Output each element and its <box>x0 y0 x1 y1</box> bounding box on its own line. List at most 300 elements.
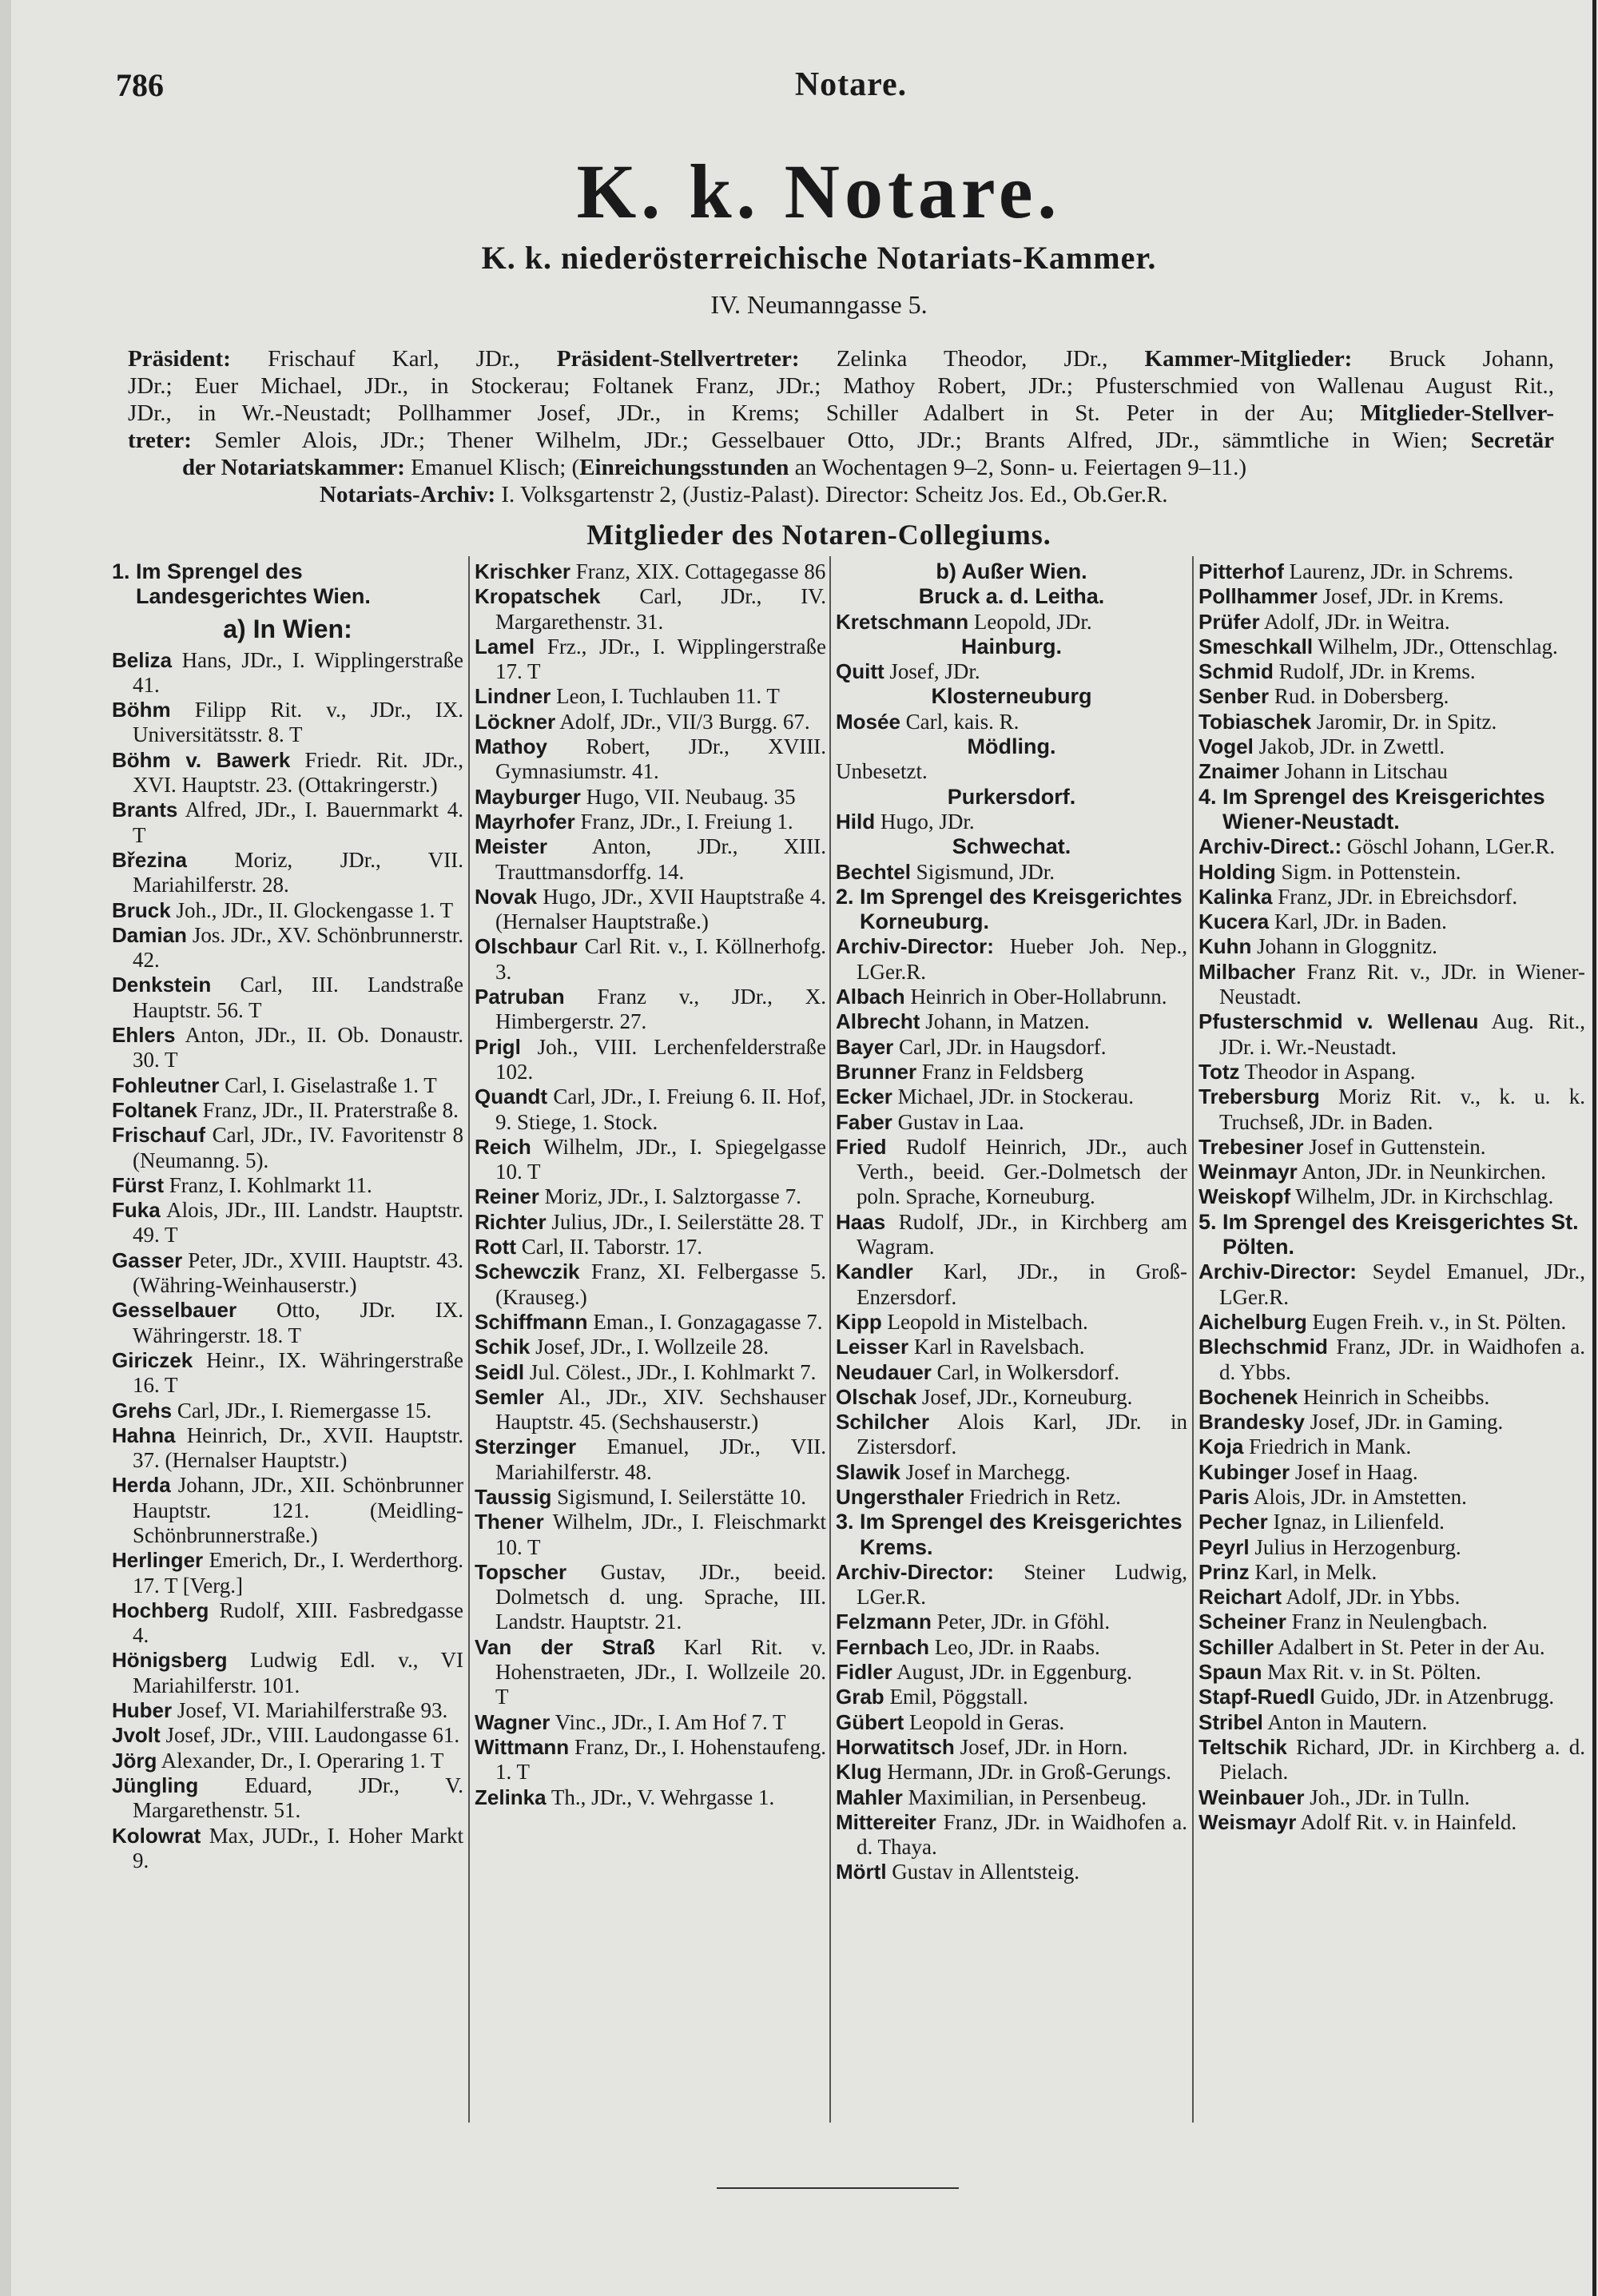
notary-details: Franz, Dr., I. Hohenstaufeng. 1. T <box>495 1734 826 1785</box>
officer-text: Emanuel Klisch; ( <box>411 455 580 480</box>
page-number: 786 <box>116 67 164 103</box>
notary-name: Jvolt <box>112 1723 161 1748</box>
notary-entry <box>112 1723 463 1748</box>
notary-entry <box>112 648 463 698</box>
officer-text: Semler Alois, JDr.; Thener Wilhelm, JDr.; Gesselbauer Otto, JDr.; Brants Alfred, JDr., sämmtliche in Wien; <box>214 428 1471 453</box>
notary-details: Alois, JDr. in Amstetten. <box>1253 1484 1467 1509</box>
running-head: Notare. <box>794 66 908 103</box>
notary-name: Kandler <box>836 1259 913 1284</box>
notary-details: Franz v., JDr., X. Himbergerstr. 27. <box>495 985 827 1034</box>
notary-entry <box>1198 1084 1585 1135</box>
notary-details: Franz in Feldsberg <box>921 1059 1083 1084</box>
notary-name: Slawik <box>836 1459 900 1484</box>
notary-name: Tobiaschek <box>1198 709 1312 734</box>
notary-details: Carl, JDr., I. Riemergasse 15. <box>177 1398 432 1423</box>
officer-role-label: Einreichungsstunden <box>579 455 789 480</box>
notary-details: Al., JDr., XIV. Sechshauser Hauptstr. 45. (Sechshauserstr.) <box>495 1384 826 1435</box>
notary-details: Josef in Guttenstein. <box>1309 1134 1486 1159</box>
notary-entry <box>112 698 463 748</box>
notary-name: Kubinger <box>1198 1459 1290 1484</box>
notary-entry <box>112 1423 463 1474</box>
notary-entry <box>836 1210 1187 1260</box>
notary-entry <box>1198 734 1585 759</box>
notary-details: Michael, JDr. in Stockerau. <box>897 1084 1135 1109</box>
notary-details: Gustav, JDr., beeid. Dolmetsch d. ung. Sprache, III. Landstr. Hauptstr. 21. <box>495 1559 826 1634</box>
notary-name: Březina <box>112 847 187 872</box>
district-heading: 2. Im Sprengel des Kreisgerichtes Korneuburg. <box>836 884 1183 934</box>
officer-text: I. Volksgartenstr 2, (Justiz-Palast). Director: Scheitz Jos. Ed., Ob.Ger.R. <box>501 482 1168 507</box>
notary-entry <box>836 1760 1187 1785</box>
notary-details: Joh., VIII. Lerchenfelderstraße 102. <box>495 1034 826 1084</box>
notary-details: Joh., JDr., II. Glockengasse 1. T <box>176 897 454 922</box>
notary-details: Filipp Rit. v., JDr., IX. Universitätsstr. 8. T <box>133 698 463 747</box>
notary-name: Quitt <box>836 659 884 684</box>
notary-details: Johann, in Matzen. <box>925 1009 1090 1034</box>
notary-details: Sigismund, I. Seilerstätte 10. <box>557 1484 807 1509</box>
officer-text: JDr., in Wr.-Neustadt; Pollhammer Josef, JDr., in Krems; Schiller Adalbert in St. Peter in der Au; <box>128 400 1361 426</box>
notary-entry <box>475 1235 826 1259</box>
notary-details: Joh., JDr. in Tulln. <box>1310 1785 1470 1809</box>
notary-entry <box>1198 1460 1585 1485</box>
officers-line <box>128 345 1554 372</box>
notary-name: Aichelburg <box>1198 1309 1307 1334</box>
notary-name: Wagner <box>475 1709 551 1734</box>
notary-details: Franz, XI. Felbergasse 5. (Krauseg.) <box>495 1259 827 1309</box>
notary-entry <box>836 659 1187 684</box>
notary-entry <box>1198 934 1585 959</box>
notary-entry <box>112 1198 463 1248</box>
notary-details: Gustav in Laa. <box>897 1109 1024 1134</box>
notary-details: Max, JUDr., I. Hoher Markt 9. <box>133 1823 463 1872</box>
section-heading: a) In Wien: <box>223 614 352 643</box>
notary-entry <box>112 1698 463 1723</box>
notary-name: Richter <box>475 1209 547 1234</box>
notary-entry <box>1198 1135 1585 1160</box>
notary-name: Schewczik <box>475 1259 580 1284</box>
notary-name: Prüfer <box>1198 609 1260 634</box>
notary-name: Fried <box>836 1134 887 1159</box>
notary-entry <box>475 684 826 709</box>
notary-entry <box>1198 635 1585 659</box>
officers-line <box>320 481 1168 508</box>
notary-entry <box>1198 909 1585 934</box>
notary-name: Ungersthaler <box>836 1484 964 1509</box>
notary-details: Rudolf, JDr. in Krems. <box>1278 659 1476 684</box>
officer-role-label: Präsident: <box>128 346 268 372</box>
notary-entry <box>475 1335 826 1359</box>
vacancy-note: Unbesetzt. <box>836 759 928 784</box>
notary-name: Paris <box>1198 1484 1250 1509</box>
notary-entry <box>475 1435 826 1485</box>
notary-entry <box>475 635 826 685</box>
notary-entry <box>836 1009 1187 1034</box>
notary-name: Sterzinger <box>475 1435 577 1459</box>
notary-details: Franz Rit. v., JDr. in Wiener-Neustadt. <box>1219 959 1585 1009</box>
notary-entry <box>1198 1785 1585 1810</box>
notary-entry <box>112 1473 463 1548</box>
notary-entry <box>1198 610 1585 635</box>
notary-details: Sigm. in Pottenstein. <box>1281 859 1461 884</box>
notary-name: Schilcher <box>836 1410 930 1435</box>
notary-name: Lamel <box>475 634 535 659</box>
notary-details: Emanuel, JDr., VII. Mariahilferstr. 48. <box>495 1435 827 1484</box>
notary-details: Rud. in Dobersberg. <box>1274 684 1449 709</box>
notary-name: Stribel <box>1198 1709 1263 1734</box>
notary-entry <box>1198 710 1585 734</box>
notary-name: Fohleutner <box>112 1072 220 1097</box>
notary-entry <box>1198 1810 1585 1835</box>
notary-details: Carl, in Wolkersdorf. <box>936 1359 1119 1384</box>
place-heading: Purkersdorf. <box>947 784 1076 809</box>
notary-name: Olschak <box>836 1384 917 1409</box>
notary-entry <box>475 810 826 834</box>
notary-name: Haas <box>836 1209 886 1234</box>
notary-details: Leopold, JDr. <box>973 609 1092 634</box>
column-divider <box>468 556 470 2123</box>
notary-name: Seidl <box>475 1359 525 1384</box>
notary-name: Schiffmann <box>475 1309 588 1334</box>
notary-name: Mittereiter <box>836 1809 936 1834</box>
notary-name: Giriczek <box>112 1347 193 1372</box>
notary-name: Beliza <box>112 647 173 672</box>
notary-entry <box>475 1785 826 1810</box>
notary-details: Hans, JDr., I. Wipplingerstraße 41. <box>133 647 463 697</box>
notary-entry <box>1198 684 1585 709</box>
notary-details: Eman., I. Gonzagagasse 7. <box>593 1309 823 1334</box>
notary-details: Hueber Joh. Nep., LGer.R. <box>857 934 1187 984</box>
notary-name: Smeschkall <box>1198 634 1314 659</box>
notary-details: Anton in Mautern. <box>1267 1709 1428 1734</box>
notary-entry <box>836 985 1187 1009</box>
notary-name: Böhm v. Bawerk <box>112 747 291 772</box>
notary-details: Karl, JDr. in Baden. <box>1274 909 1447 934</box>
notary-entry <box>836 1735 1187 1760</box>
notary-details: Moriz, JDr., VII. Mariahilferstr. 28. <box>133 847 463 897</box>
notary-details: Franz, XIX. Cottagegasse 86 <box>575 559 826 583</box>
notary-name: Milbacher <box>1198 959 1296 984</box>
notary-entry <box>475 1560 826 1635</box>
notary-entry <box>1198 559 1585 584</box>
notary-name: Pollhammer <box>1198 584 1318 609</box>
notary-details: Julius, JDr., I. Seilerstätte 28. T <box>551 1209 824 1234</box>
notary-name: Frischauf <box>112 1123 206 1148</box>
notary-name: Bechtel <box>836 859 911 884</box>
place-heading: Hainburg. <box>961 634 1062 659</box>
notary-entry <box>836 1310 1187 1335</box>
notary-name: Brunner <box>836 1059 917 1084</box>
notary-details: Johann in Gloggnitz. <box>1257 934 1437 959</box>
notary-entry <box>1198 584 1585 609</box>
officer-role-label: Notariats-Archiv: <box>320 482 502 507</box>
notary-entry <box>475 1035 826 1085</box>
notary-details: Franz in Neulengbach. <box>1291 1610 1488 1634</box>
notary-details: Maximilian, in Persenbeug. <box>908 1785 1147 1809</box>
notary-name: Kolowrat <box>112 1823 201 1848</box>
notary-name: Trebesiner <box>1198 1134 1304 1159</box>
notary-name: Kalinka <box>1198 884 1273 909</box>
notary-entry <box>475 1485 826 1510</box>
district-heading: 4. Im Sprengel des Kreisgerichtes Wiener-Neustadt. <box>1198 784 1545 834</box>
notary-details: Friedr. Rit. JDr., XVI. Hauptstr. 23. (Ottakringerstr.) <box>133 747 464 798</box>
notary-entry <box>836 1135 1187 1210</box>
notary-entry <box>475 985 826 1035</box>
notary-details: Robert, JDr., XVIII. Gymnasiumstr. 41. <box>495 734 826 784</box>
notary-name: Albach <box>836 985 905 1009</box>
notary-entry <box>836 1360 1187 1385</box>
notary-name: Gesselbauer <box>112 1298 237 1323</box>
notary-name: Vogel <box>1198 734 1254 759</box>
notary-details: Franz, JDr., I. Freiung 1. <box>580 809 793 834</box>
notary-name: Kucera <box>1198 909 1270 934</box>
notary-details: Wilhelm, JDr., Ottenschlag. <box>1318 634 1558 659</box>
notary-details: Göschl Johann, LGer.R. <box>1346 834 1556 859</box>
district-heading: 5. Im Sprengel des Kreisgerichtes St. Pölten. <box>1198 1209 1579 1259</box>
column-1 <box>112 559 463 1873</box>
notary-entry <box>836 1485 1187 1510</box>
notary-details: Josef, JDr. in Horn. <box>960 1734 1128 1759</box>
page-title: K. k. Notare. <box>576 149 1062 234</box>
notary-name: Hönigsberg <box>112 1648 228 1673</box>
notary-entry <box>1198 1660 1585 1685</box>
notary-entry <box>112 973 463 1023</box>
notary-name: Taussig <box>475 1484 552 1509</box>
notary-name: Foltanek <box>112 1097 197 1122</box>
notary-details: Hugo, JDr., XVII Hauptstraße 4. (Hernalser Hauptstraße.) <box>495 884 827 934</box>
notary-entry <box>836 1460 1187 1485</box>
officer-text: Zelinka Theodor, JDr., <box>836 346 1145 372</box>
notary-details: Friedrich in Retz. <box>969 1484 1121 1509</box>
column-4 <box>1198 559 1585 1835</box>
notary-entry <box>836 1259 1187 1310</box>
notary-details: Theodor in Aspang. <box>1244 1059 1416 1084</box>
notary-details: Friedrich in Mank. <box>1249 1435 1412 1459</box>
notary-entry <box>475 834 826 885</box>
notary-name: Koja <box>1198 1435 1244 1459</box>
notary-details: Vinc., JDr., I. Am Hof 7. T <box>555 1709 786 1734</box>
notary-name: Spaun <box>1198 1660 1262 1685</box>
notary-name: Mosée <box>836 709 900 734</box>
place-heading: Mödling. <box>967 734 1056 759</box>
column-divider <box>829 556 831 2123</box>
collegium-heading: Mitglieder des Notaren-Collegiums. <box>586 519 1051 551</box>
notary-name: Archiv-Director: <box>836 934 994 959</box>
notary-details: Rudolf, JDr., in Kirchberg am Wagram. <box>857 1209 1188 1259</box>
notary-entry <box>836 1410 1187 1460</box>
notary-name: Archiv-Director: <box>836 1559 994 1584</box>
officers-line <box>128 400 1554 427</box>
notary-name: Brants <box>112 798 178 822</box>
notary-entry <box>475 1210 826 1235</box>
notary-entry <box>1198 1510 1585 1534</box>
notary-details: Leon, I. Tuchlauben 11. T <box>556 684 780 709</box>
notary-entry <box>1198 1685 1585 1709</box>
notary-details: Johann, JDr., XII. Schönbrunner Hauptstr. 121. (Meidling-Schönbrunnerstraße.) <box>133 1473 464 1547</box>
notary-entry <box>836 1084 1187 1109</box>
notary-entry <box>112 748 463 798</box>
chamber-address: IV. Neumanngasse 5. <box>710 290 928 319</box>
notary-name: Kropatschek <box>475 584 601 609</box>
notary-name: Jüngling <box>112 1773 199 1797</box>
notary-details: Carl, I. Giselastraße 1. T <box>225 1072 437 1097</box>
notary-details: Carl, JDr. in Haugsdorf. <box>899 1034 1107 1059</box>
officer-role-label: Secretär <box>1470 428 1554 453</box>
notary-entry <box>112 848 463 898</box>
notary-name: Kretschmann <box>836 609 969 634</box>
notary-name: Bruck <box>112 897 171 922</box>
notary-name: Albrecht <box>836 1009 920 1034</box>
notary-name: Reich <box>475 1134 531 1159</box>
notary-entry <box>475 1710 826 1735</box>
notary-details: Karl Rit. v. Hohenstraeten, JDr., I. Wollzeile 20. T <box>495 1634 827 1709</box>
notary-name: Grehs <box>112 1398 173 1423</box>
notary-name: Thener <box>475 1510 544 1534</box>
notary-details: Josef in Marchegg. <box>905 1459 1071 1484</box>
notary-name: Denkstein <box>112 973 212 997</box>
notary-details: Adolf Rit. v. in Hainfeld. <box>1300 1809 1517 1834</box>
notary-name: Hochberg <box>112 1598 209 1622</box>
notary-name: Ecker <box>836 1084 892 1109</box>
notary-details: Rudolf Heinrich, JDr., auch Verth., beeid. Ger.-Dolmetsch der poln. Sprache, Korneuburg. <box>857 1134 1188 1209</box>
notary-details: Leopold in Mistelbach. <box>887 1309 1088 1334</box>
notary-name: Rott <box>475 1235 516 1259</box>
notary-entry <box>1198 1060 1585 1084</box>
notary-details: Gustav in Allentsteig. <box>892 1860 1080 1884</box>
notary-details: Alois, JDr., III. Landstr. Hauptstr. 49. T <box>133 1198 463 1247</box>
notary-name: Scheiner <box>1198 1610 1286 1634</box>
notary-entry <box>836 934 1187 985</box>
notary-entry <box>1198 1710 1585 1735</box>
notary-entry <box>475 710 826 734</box>
notary-entry <box>836 1635 1187 1660</box>
notary-details: Guido, JDr. in Atzenbrugg. <box>1320 1685 1555 1709</box>
notary-details: Josef, JDr., VIII. Laudongasse 61. <box>165 1723 460 1748</box>
notary-entry <box>836 1860 1187 1884</box>
notary-details: Anton, JDr., XIII. Trauttmansdorffg. 14. <box>495 834 826 884</box>
notary-details: Th., JDr., V. Wehrgasse 1. <box>551 1785 775 1809</box>
notary-details: Heinr., IX. Währingerstraße 16. T <box>133 1347 464 1398</box>
notary-details: Josef, VI. Mariahilferstraße 93. <box>177 1698 448 1723</box>
notary-name: Böhm <box>112 698 171 722</box>
notary-details: Leo, JDr. in Raabs. <box>934 1634 1100 1659</box>
notary-entry <box>112 1399 463 1423</box>
notary-name: Krischker <box>475 559 570 583</box>
notary-entry <box>112 1123 463 1173</box>
notary-name: Reiner <box>475 1184 539 1209</box>
notary-entry <box>475 559 826 584</box>
officer-text: an Wochentagen 9–2, Sonn- u. Feiertagen 9–11.) <box>789 455 1247 480</box>
officer-role-label: Mitglieder-Stellver- <box>1360 400 1554 426</box>
notary-name: Mayrhofer <box>475 809 575 834</box>
notary-entry <box>1198 659 1585 684</box>
notary-details: Carl, III. Landstraße Hauptstr. 56. T <box>133 973 464 1022</box>
notary-entry <box>1198 1635 1585 1660</box>
notary-entry <box>836 1785 1187 1810</box>
notary-details: Jakob, JDr. in Zwettl. <box>1258 734 1445 759</box>
notary-name: Van der Straß <box>475 1634 655 1659</box>
notary-name: Jörg <box>112 1748 157 1773</box>
notary-name: Weismayr <box>1198 1809 1297 1834</box>
notary-name: Löckner <box>475 709 556 734</box>
notary-details: August, JDr. in Eggenburg. <box>896 1660 1133 1685</box>
notary-entry <box>1198 1310 1585 1335</box>
district-heading: 3. Im Sprengel des Kreisgerichtes Krems. <box>836 1510 1183 1559</box>
notary-entry <box>836 610 1187 635</box>
notary-details: Frz., JDr., I. Wipplingerstraße 17. T <box>495 634 826 684</box>
notary-details: Wilhelm, JDr., I. Spiegelgasse 10. T <box>495 1134 826 1184</box>
notary-details: Adalbert in St. Peter in der Au. <box>1278 1634 1545 1659</box>
notary-entry <box>475 734 826 785</box>
notary-name: Schiller <box>1198 1634 1274 1659</box>
notary-details: Ludwig Edl. v., VI Mariahilferstr. 101. <box>133 1648 463 1697</box>
notary-details: Ignaz, in Lilienfeld. <box>1273 1510 1445 1534</box>
notary-details: Seydel Emanuel, JDr., LGer.R. <box>1219 1259 1585 1309</box>
notary-name: Kuhn <box>1198 934 1252 959</box>
notary-details: Johann in Litschau <box>1284 759 1448 784</box>
notary-entry <box>1198 1385 1585 1410</box>
notary-name: Brandesky <box>1198 1410 1305 1435</box>
notary-details: Franz, JDr. in Ebreichsdorf. <box>1278 884 1518 909</box>
page-left-edge <box>0 0 11 2296</box>
notary-entry <box>836 1335 1187 1359</box>
notary-name: Pfusterschmid v. Wellenau <box>1198 1009 1479 1034</box>
notary-details: Alois Karl, JDr. in Zistersdorf. <box>857 1410 1187 1459</box>
notary-details: Carl, II. Taborstr. 17. <box>521 1235 703 1259</box>
notary-name: Faber <box>836 1109 892 1134</box>
notary-name: Bayer <box>836 1034 894 1059</box>
place-heading: Klosterneuburg <box>931 684 1092 709</box>
notary-entry <box>475 584 826 635</box>
notary-name: Schmid <box>1198 659 1274 684</box>
notary-name: Topscher <box>475 1559 567 1584</box>
notary-details: Hugo, VII. Neubaug. 35 <box>586 784 796 809</box>
notary-name: Meister <box>475 834 548 859</box>
district-heading: 1. Im Sprengel des Landesgerichtes Wien. <box>112 559 371 609</box>
officer-role-label: Präsident-Stellvertreter: <box>556 346 837 372</box>
notary-details: Peter, JDr. in Gföhl. <box>936 1610 1111 1634</box>
notary-entry <box>112 1248 463 1299</box>
place-heading: Schwechat. <box>952 834 1071 859</box>
officers-line <box>128 427 1554 454</box>
notary-name: Gasser <box>112 1247 183 1272</box>
officer-role-label: treter: <box>128 428 215 453</box>
notary-entry <box>475 1184 826 1209</box>
notary-entry <box>1198 1259 1585 1310</box>
notary-name: Olschbaur <box>475 934 578 959</box>
notary-entry <box>112 1098 463 1123</box>
notary-entry <box>836 1610 1187 1634</box>
notary-name: Weiskopf <box>1198 1184 1291 1209</box>
notary-details: Heinrich in Ober-Hollabrunn. <box>910 985 1167 1009</box>
chamber-title: K. k. niederösterreichische Notariats-Kammer. <box>481 240 1157 276</box>
notary-details: Alexander, Dr., I. Operaring 1. T <box>161 1748 444 1773</box>
notary-entry <box>1198 759 1585 784</box>
notary-name: Totz <box>1198 1059 1240 1084</box>
notary-entry <box>1198 1410 1585 1435</box>
notary-name: Mahler <box>836 1785 903 1809</box>
notary-details: Sigismund, JDr. <box>916 859 1055 884</box>
notary-name: Pecher <box>1198 1510 1268 1534</box>
officer-text: JDr.; Euer Michael, JDr., in Stockerau; Foltanek Franz, JDr.; Mathoy Robert, JDr.; Pfusterschmied von Wallenau August Rit., <box>128 373 1554 399</box>
notary-name: Horwatitsch <box>836 1734 955 1759</box>
notary-name: Leisser <box>836 1335 909 1359</box>
notary-name: Patruban <box>475 985 565 1009</box>
notary-entry <box>112 1749 463 1773</box>
notary-entry <box>836 1810 1187 1860</box>
notary-name: Reichart <box>1198 1585 1282 1610</box>
notary-details: Josef, JDr., I. Wollzeile 28. <box>535 1335 769 1359</box>
notary-details: Franz, JDr. in Waidhofen a. d. Ybbs. <box>1219 1335 1585 1384</box>
notary-details: Otto, JDr. IX. Währingerstr. 18. T <box>133 1298 464 1347</box>
